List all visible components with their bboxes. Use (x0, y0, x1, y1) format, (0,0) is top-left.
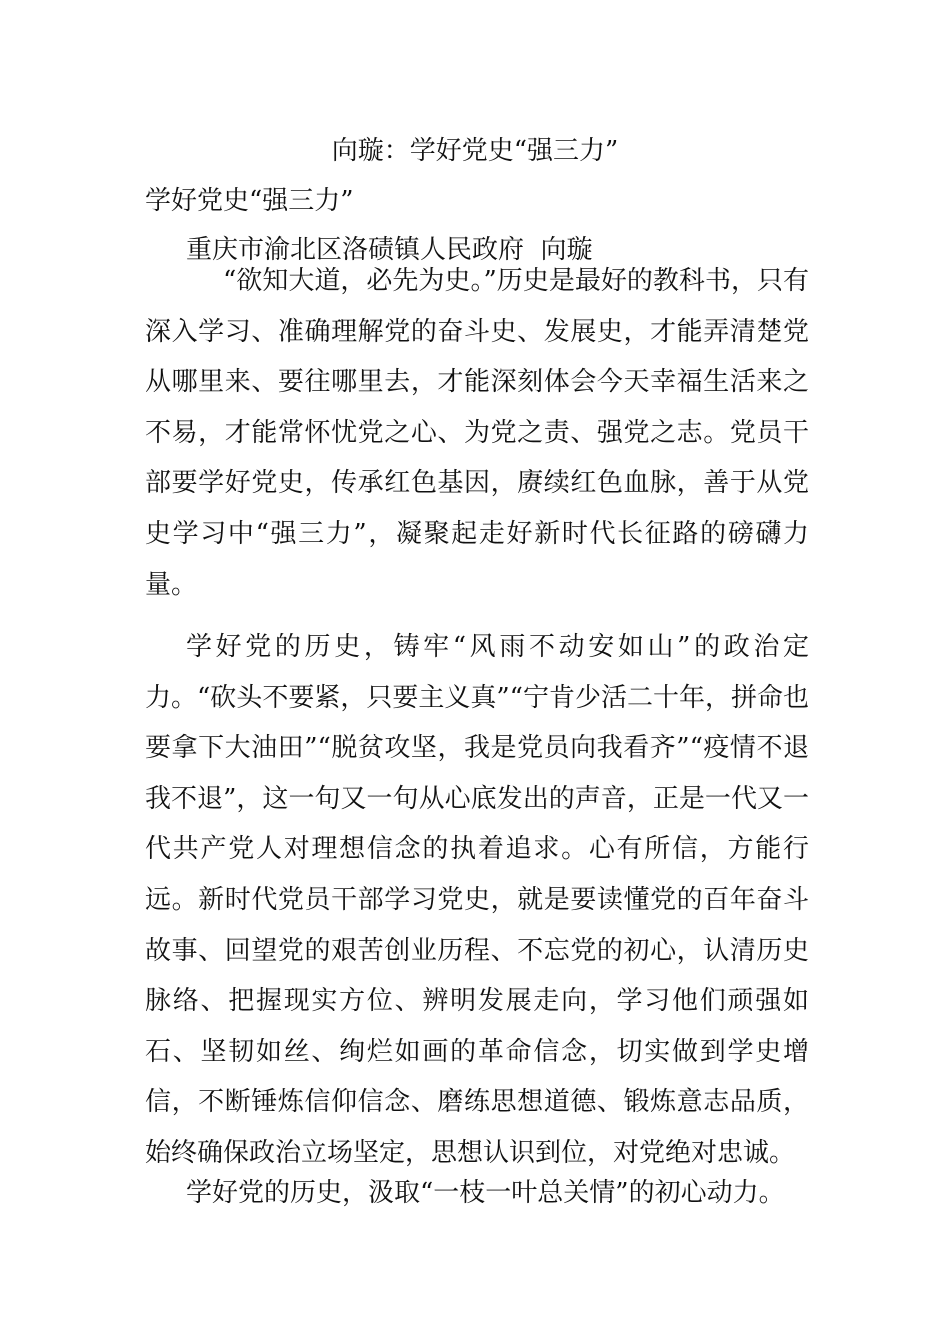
document-title: 向璇：学好党史“强三力” (331, 136, 619, 166)
paragraph-political-resolve: 学好党的历史，铸牢“风雨不动安如山”的政治定力。“砍头不要紧，只要主义真”“宁肯少活二十年，拼命也要拿下大油田”“脱贫攻坚，我是党员向我看齐”“疫情不退我不退”，这一句又一句从心底发出的声音，正是一代又一代共产党人对理想信念的执着追求。心有所信，方能行远。新时代党员干部学习党史，就是要读懂党的百年奋斗故事、回望党的艰苦创业历程、不忘党的初心，认清历史脉络、把握现实方位、辨明发展走向，学习他们顽强如石、坚韧如丝、绚烂如画的革命信念，切实做到学史增信，不断锤炼信仰信念、磨练思想道德、锻炼意志品质，始终确保政治立场坚定，思想认识到位，对党绝对忠诚。 (145, 632, 809, 1168)
author-line: 重庆市渝北区洛碛镇人民政府 向璇 (186, 235, 593, 265)
document-subtitle: 学好党史“强三力” (145, 186, 354, 216)
paragraph-original-aspiration: 学好党的历史，汲取“一枝一叶总关情”的初心动力。 (186, 1178, 785, 1208)
paragraph-intro: “欲知大道，必先为史。”历史是最好的教科书，只有深入学习、准确理解党的奋斗史、发展史，才能弄清楚党从哪里来、要往哪里去，才能深刻体会今天幸福生活来之不易，才能常怀忧党之心、为党之责、强党之志。党员干部要学好党史，传承红色基因，赓续红色血脉，善于从党史学习中“强三力”，凝聚起走好新时代长征路的磅礴力量。 (145, 266, 809, 600)
